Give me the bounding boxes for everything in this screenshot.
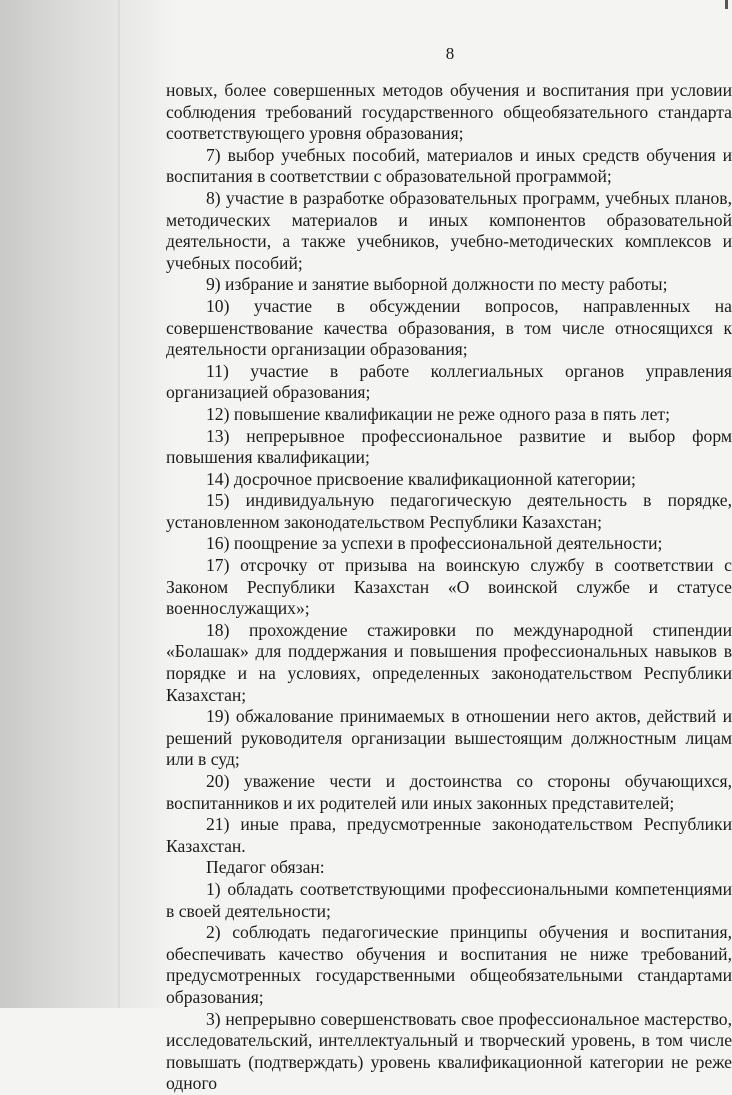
list-item-10: 10) участие в обсуждении вопросов, направленных на совершенствование качества образования, в том числе относящихся к деятельности организации образования;: [166, 295, 732, 360]
list-item-7: 7) выбор учебных пособий, материалов и иных средств обучения и воспитания в соответствии с образовательной программой;: [166, 144, 732, 187]
corner-mark: [725, 0, 728, 9]
obligation-item-1: 1) обладать соответствующими профессиональными компетенциями в своей деятельности;: [166, 878, 732, 921]
list-item-20: 20) уважение чести и достоинства со стороны обучающихся, воспитанников и их родителей или иных законных представителей;: [166, 771, 732, 813]
list-item-17: 17) отсрочку от призыва на воинскую службу в соответствии с Законом Республики Казахстан «О воинской службе и статусе военнослужащих»;: [166, 555, 732, 619]
scan-fold-line: [118, 0, 120, 1008]
list-item-15: 15) индивидуальную педагогическую деятельность в порядке, установленном законодательством Республики Казахстан;: [166, 490, 732, 532]
list-item-16: 16) поощрение за успехи в профессиональной деятельности;: [206, 533, 663, 554]
paragraph-continuation: новых, более совершенных методов обучения и воспитания при условии соблюдения требований государственного общеобязательного стандарта соответствующего уровня образования;: [166, 80, 732, 144]
obligation-item-3: 3) непрерывно совершенствовать свое профессиональное мастерство, исследовательский, интеллектуальный и творческий уровень, в том числе повышать (подтверждать) уровень квалификационной категории не реже одного: [166, 1008, 732, 1094]
obligation-item-2: 2) соблюдать педагогические принципы обучения и воспитания, обеспечивать качество обучения и воспитания не ниже требований, предусмотренных государственными общеобязательными стандартами образования;: [166, 922, 732, 1007]
list-item-19: 19) обжалование принимаемых в отношении него актов, действий и решений руководителя организации вышестоящим должностным лицам или в суд;: [166, 706, 732, 770]
obligations-heading: Педагог обязан:: [206, 857, 325, 878]
list-item-12: 12) повышение квалификации не реже одного раза в пять лет;: [206, 403, 670, 424]
document-body: [166, 80, 732, 1094]
list-item-21: 21) иные права, предусмотренные законодательством Республики Казахстан.: [166, 814, 732, 856]
list-item-9: 9) избрание и занятие выборной должности по месту работы;: [206, 274, 668, 295]
list-item-18: 18) прохождение стажировки по международной стипендии «Болашак» для поддержания и повышения профессиональных навыков в порядке и на условиях, определенных законодательством Республики Казахстан;: [166, 619, 732, 705]
list-item-14: 14) досрочное присвоение квалификационной категории;: [206, 468, 636, 489]
list-item-8: 8) участие в разработке образовательных программ, учебных планов, методических материалов и иных компонентов образовательной деятельности, а также учебников, учебно-методических комплексов и учебных пособий;: [166, 187, 732, 273]
scan-shadow-edge: [0, 0, 178, 1008]
page-number: 8: [445, 44, 455, 63]
list-item-13: 13) непрерывное профессиональное развитие и выбор форм повышения квалификации;: [166, 425, 732, 468]
list-item-11: 11) участие в работе коллегиальных органов управления организацией образования;: [166, 360, 732, 403]
